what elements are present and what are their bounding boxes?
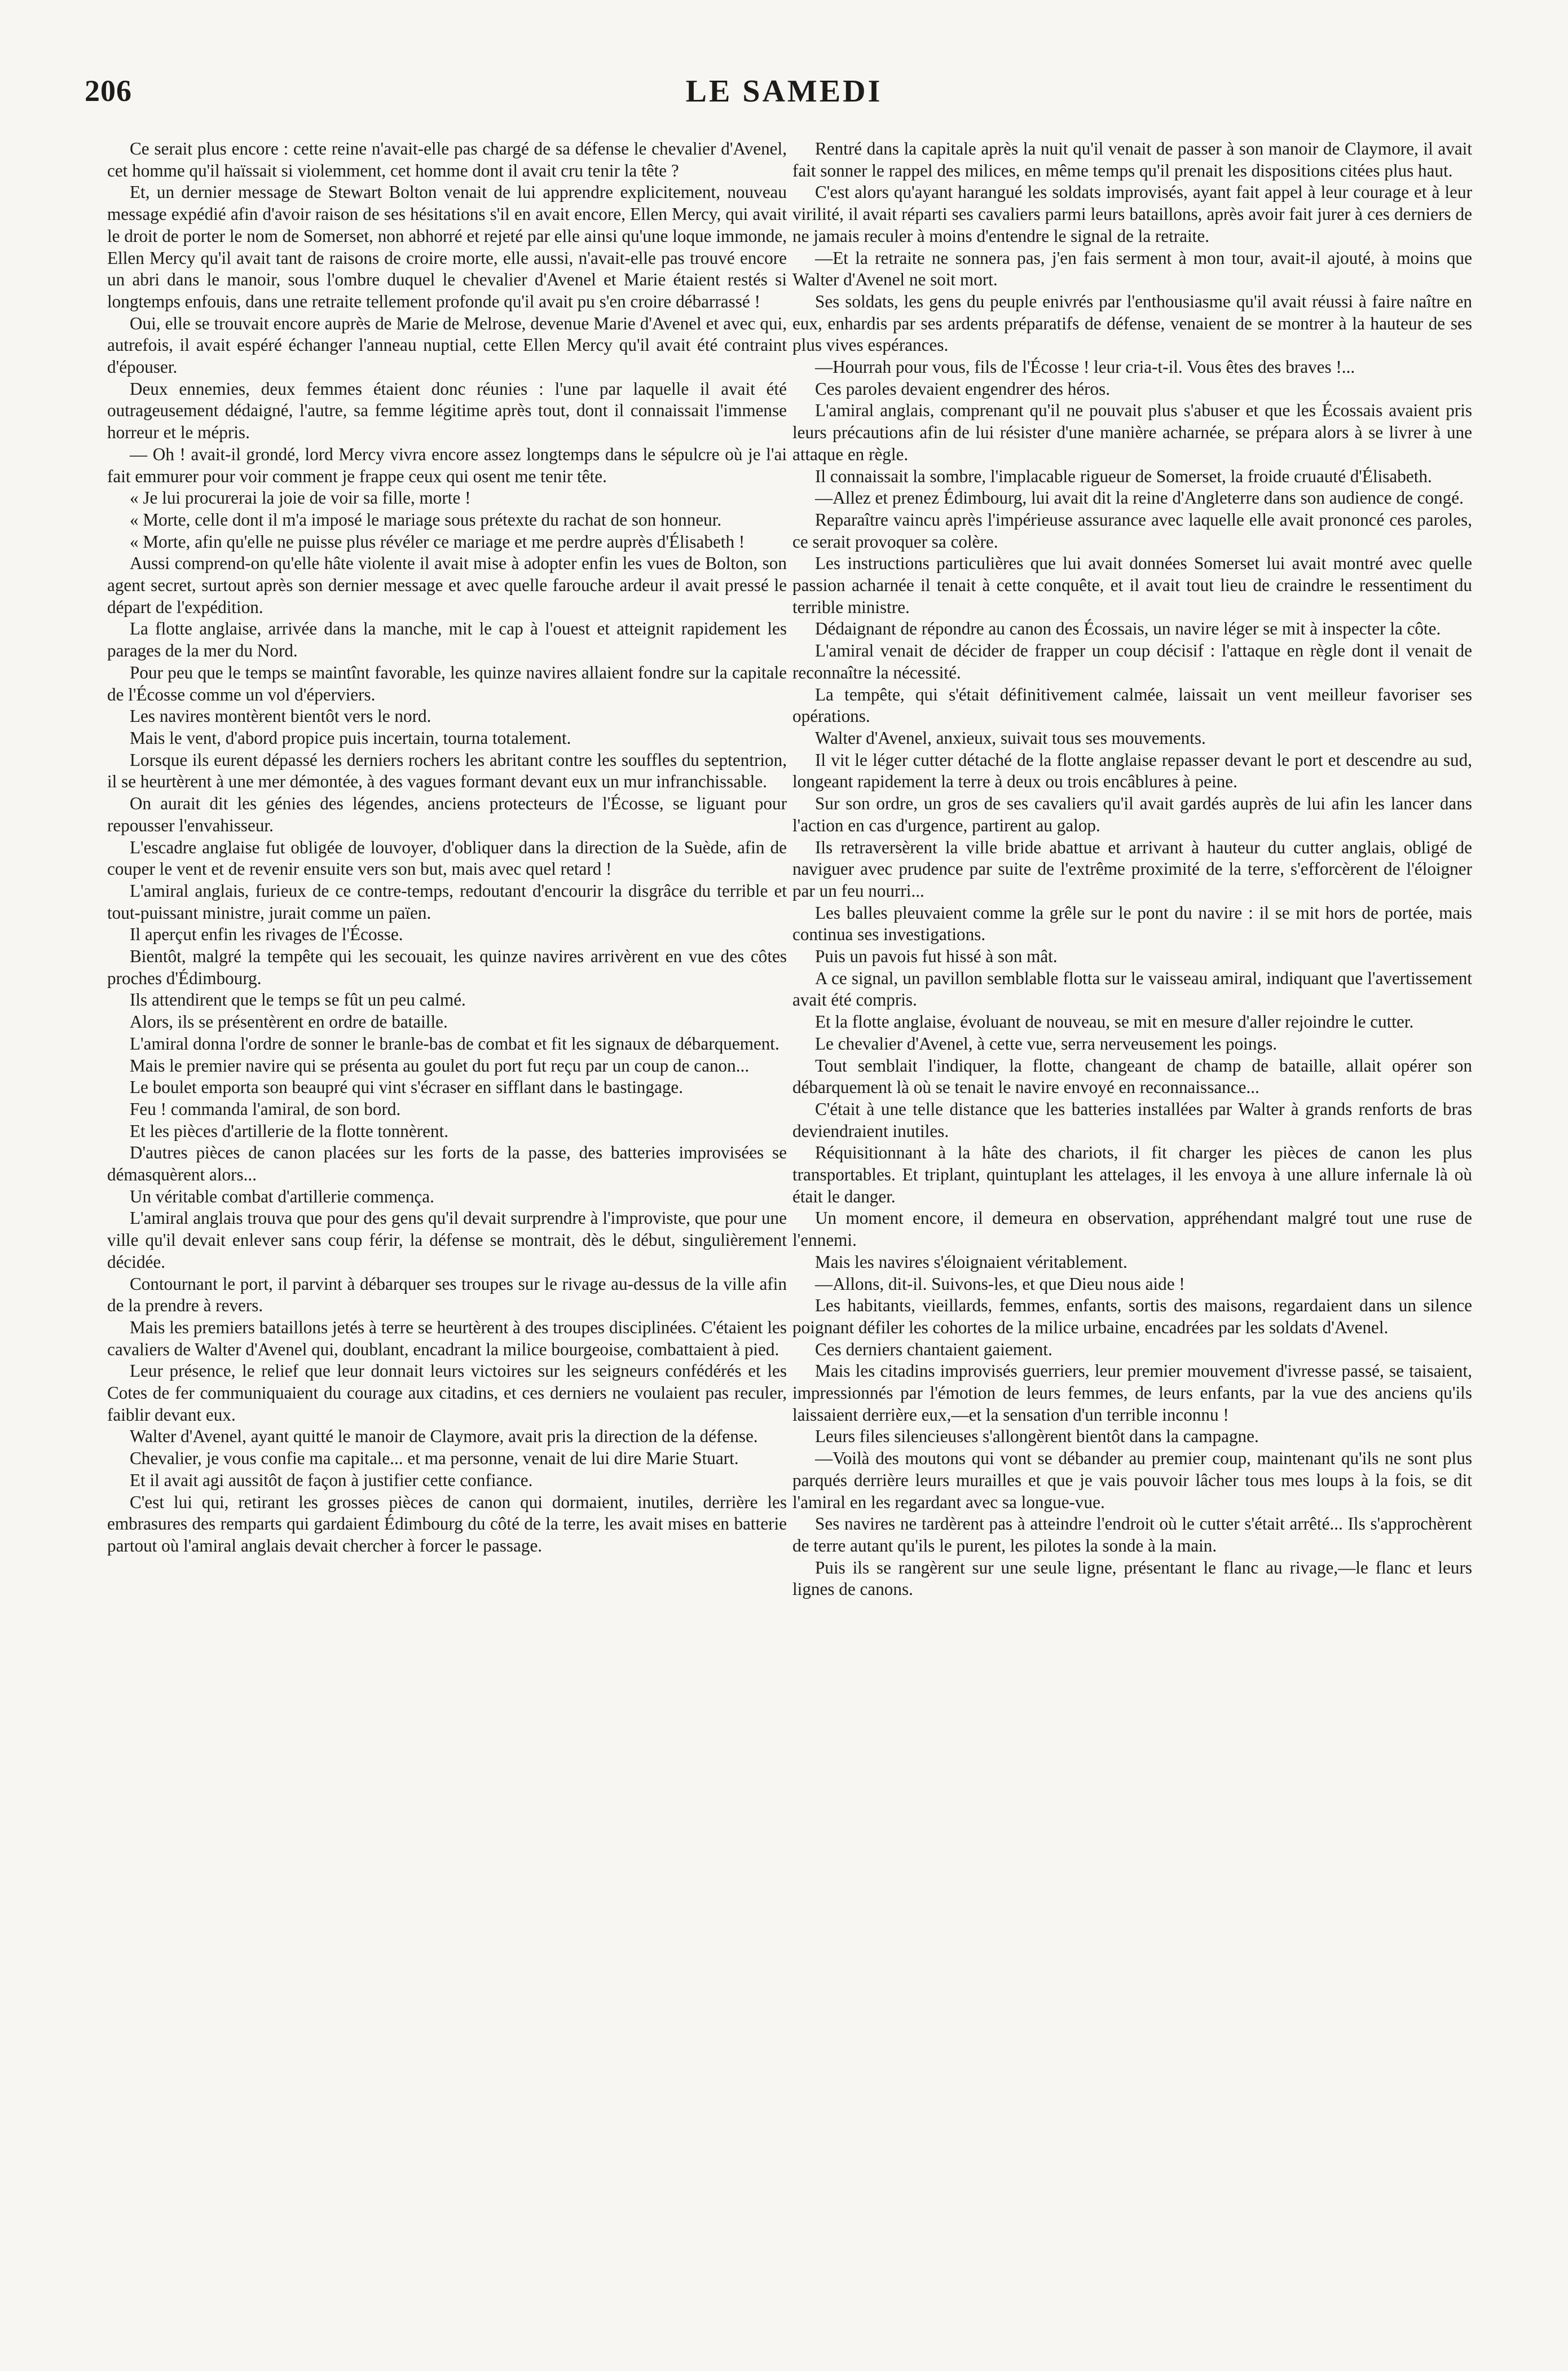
paragraph: Feu ! commanda l'amiral, de son bord. [130,1099,401,1119]
paragraph: Bientôt, malgré la tempête qui les secouait, les quinze navires arrivèrent en vue des côtes proches d'Édimbourg. [107,946,787,988]
paragraph: Il vit le léger cutter détaché de la flotte anglaise repasser devant le port et descendre au sud, longeant rapidement la terre à deux ou trois encâblures à peine. [792,750,1472,792]
paragraph: Un véritable combat d'artillerie commença. [130,1186,434,1206]
paragraph: Ses navires ne tardèrent pas à atteindre l'endroit où le cutter s'était arrêté... Ils s'approchèrent de terre autant qu'ils le purent, les pilotes la sonde à la main. [792,1514,1472,1555]
paragraph: Les balles pleuvaient comme la grêle sur le pont du navire : il se mit hors de portée, mais continua ses investigations. [792,902,1472,945]
page-number: 206 [85,74,132,108]
paragraph: Ses soldats, les gens du peuple enivrés par l'enthousiasme qu'il avait réussi à faire naître en eux, enhardis par ses ardents préparatifs de défense, venaient de se montrer à la hauteur de ses plus vives espérances. [792,291,1472,355]
paragraph: Ce serait plus encore : cette reine n'avait-elle pas chargé de sa défense le chevalier d'Avenel, cet homme qu'il haïssait si violemment, cet homme dont il avait cru tenir la tête ? [107,139,787,180]
paragraph: Walter d'Avenel, ayant quitté le manoir de Claymore, avait pris la direction de la défense. [130,1426,758,1447]
paragraph: Aussi comprend-on qu'elle hâte violente il avait mise à adopter enfin les vues de Bolton, son agent secret, surtout après son dernier message et avec quelle farouche ardeur il avait pressé le départ de l'expédition. [107,553,787,617]
paragraph: —Allons, dit-il. Suivons-les, et que Dieu nous aide ! [815,1273,1185,1294]
paragraph: C'est lui qui, retirant les grosses pièces de canon qui dormaient, inutiles, derrière les embrasures des remparts qui gardaient Édimbourg du côté de la terre, les avait mises en batterie partout où l'amiral anglais devait chercher à forcer le passage. [107,1492,787,1555]
paragraph: On aurait dit les génies des légendes, anciens protecteurs de l'Écosse, se liguant pour repousser l'envahisseur. [107,794,787,835]
right-column [792,138,1472,2259]
paragraph: Les navires montèrent bientôt vers le nord. [130,706,431,726]
paragraph: —Voilà des moutons qui vont se débander au premier coup, maintenant qu'ils ne sont plus parqués derrière leurs murailles et que je vais pouvoir lâcher tous mes loups à la fois, se dit l'amiral en les regardant avec sa longue-vue. [792,1448,1472,1512]
paragraph: Lorsque ils eurent dépassé les derniers rochers les abritant contre les souffles du septentrion, il se heurtèrent à une mer démontée, à des vagues formant devant eux un mur infranchissable. [107,750,787,792]
paragraph: Reparaître vaincu après l'impérieuse assurance avec laquelle elle avait prononcé ces paroles, ce serait provoquer sa colère. [792,509,1472,552]
paragraph: Ils attendirent que le temps se fût un peu calmé. [130,990,466,1010]
paragraph: Et il avait agi aussitôt de façon à justifier cette confiance. [130,1470,533,1490]
paragraph: A ce signal, un pavillon semblable flotta sur le vaisseau amiral, indiquant que l'avertissement avait été compris. [792,968,1472,1010]
paragraph: Pour peu que le temps se maintînt favorable, les quinze navires allaient fondre sur la capitale de l'Écosse comme un vol d'éperviers. [107,662,787,704]
paragraph: Réquisitionnant à la hâte des chariots, il fit charger les pièces de canon les plus transportables. Et triplant, quintuplant les attelages, il les envoya à une allure infernale là où était le danger. [792,1143,1472,1206]
paragraph: La tempête, qui s'était définitivement calmée, laissait un vent meilleur favoriser ses opérations. [792,684,1472,726]
paragraph: Mais les navires s'éloignaient véritablement. [815,1251,1127,1272]
paragraph: Les habitants, vieillards, femmes, enfants, sortis des maisons, regardaient dans un silence poignant défiler les cohortes de la milice urbaine, encadrées par les soldats d'Avenel. [792,1295,1472,1337]
paragraph: Puis un pavois fut hissé à son mât. [815,946,1058,967]
paragraph: C'est alors qu'ayant harangué les soldats improvisés, ayant fait appel à leur courage et à leur virilité, il avait réparti ses cavaliers parmi leurs bataillons, après avoir fait jurer à ces derniers de ne jamais reculer à moins d'entendre le signal de la retraite. [792,182,1472,246]
paragraph: L'escadre anglaise fut obligée de louvoyer, d'obliquer dans la direction de la Suède, afin de couper le vent et de revenir ensuite vers son but, mais avec quel retard ! [107,837,787,879]
paragraph: Deux ennemies, deux femmes étaient donc réunies : l'une par laquelle il avait été outrageusement dédaigné, l'autre, sa femme légitime après tout, dont il connaissait l'immense horreur et le mépris. [107,378,787,443]
paragraph: Mais le vent, d'abord propice puis incertain, tourna totalement. [130,728,571,748]
paragraph: Il aperçut enfin les rivages de l'Écosse. [130,924,403,945]
paragraph: L'amiral anglais, comprenant qu'il ne pouvait plus s'abuser et que les Écossais avaient pris leurs précautions afin de lui résister d'une manière acharnée, se prépara alors à se livrer à une attaque en règle. [792,400,1472,464]
paragraph: « Je lui procurerai la joie de voir sa fille, morte ! [130,488,471,508]
paragraph: Mais les premiers bataillons jetés à terre se heurtèrent à des troupes disciplinées. C'étaient les cavaliers de Walter d'Avenel qui, doublant, encadrant la milice bourgeoise, combattaient à pied. [107,1317,787,1359]
paragraph: Dédaignant de répondre au canon des Écossais, un navire léger se mit à inspecter la côte. [815,619,1441,639]
paragraph: Sur son ordre, un gros de ses cavaliers qu'il avait gardés auprès de lui afin les lancer dans l'action en cas d'urgence, partirent au galop. [792,794,1472,835]
paragraph: Et, un dernier message de Stewart Bolton venait de lui apprendre explicitement, nouveau message expédié afin d'avoir raison de ses hésitations s'il en avait encore, Ellen Mercy, qui avait le droit de porter le nom de Somerset, non abhorré et rejeté par elle ainsi qu'une loque immonde, Ellen Mercy qu'il avait tant de raisons de croire morte, elle aussi, n'avait-elle pas trouvé encore un abri dans le manoir, sous l'ombre duquel le chevalier d'Avenel et Marie étaient restés si longtemps enfouis, dans une retraite tellement profonde qu'il avait pu s'en croire débarrassé ! [107,182,787,311]
paragraph: —Et la retraite ne sonnera pas, j'en fais serment à mon tour, avait-il ajouté, à moins que Walter d'Avenel ne soit mort. [792,248,1472,290]
paragraph: Ces paroles devaient engendrer des héros. [815,378,1111,399]
paragraph: L'amiral anglais trouva que pour des gens qu'il devait surprendre à l'improviste, que pour une ville qu'il devait enlever sans coup férir, la défense se montrait, dès le début, singulièrement décidée. [107,1208,787,1272]
paragraph: Mais les citadins improvisés guerriers, leur premier mouvement d'ivresse passé, se taisaient, impressionnés par l'émotion de leurs femmes, de leurs enfants, par la vue des anciens qu'ils laissaient derrière eux,—et la sensation d'un terrible inconnu ! [792,1361,1472,1425]
paragraph: Contournant le port, il parvint à débarquer ses troupes sur le rivage au-dessus de la ville afin de la prendre à revers. [107,1273,787,1316]
paragraph: La flotte anglaise, arrivée dans la manche, mit le cap à l'ouest et atteignit rapidement les parages de la mer du Nord. [107,619,787,661]
left-column [107,138,787,2259]
paragraph: Et les pièces d'artillerie de la flotte tonnèrent. [130,1121,449,1141]
paragraph: Mais le premier navire qui se présenta au goulet du port fut reçu par un coup de canon... [130,1055,750,1076]
page-header [85,73,1483,124]
paragraph: L'amiral anglais, furieux de ce contre-temps, redoutant d'encourir la disgrâce du terrible et tout-puissant ministre, jurait comme un païen. [107,880,787,923]
paragraph: Rentré dans la capitale après la nuit qu'il venait de passer à son manoir de Claymore, il avait fait sonner le rappel des milices, en même temps qu'il prenait les dispositions citées plus haut. [792,139,1472,180]
paragraph: C'était à une telle distance que les batteries installées par Walter à grands renforts de bras deviendraient inutiles. [792,1099,1472,1141]
paragraph: — Oh ! avait-il grondé, lord Mercy vivra encore assez longtemps dans le sépulcre où je l'ai fait emmurer pour voir comment je frappe ceux qui osent me tenir tête. [107,444,787,486]
paragraph: Le chevalier d'Avenel, à cette vue, serra nerveusement les poings. [815,1033,1278,1054]
paragraph: « Morte, afin qu'elle ne puisse plus révéler ce mariage et me perdre auprès d'Élisabeth ! [130,531,745,552]
paragraph: Chevalier, je vous confie ma capitale... et ma personne, venait de lui dire Marie Stuart. [130,1448,739,1469]
paragraph: Tout semblait l'indiquer, la flotte, changeant de champ de bataille, allait opérer son débarquement là où se tenait le navire envoyé en reconnaissance... [792,1055,1472,1098]
paragraph: Et la flotte anglaise, évoluant de nouveau, se mit en mesure d'aller rejoindre le cutter. [815,1012,1414,1032]
paragraph: « Morte, celle dont il m'a imposé le mariage sous prétexte du rachat de son honneur. [130,509,722,530]
paragraph: Oui, elle se trouvait encore auprès de Marie de Melrose, devenue Marie d'Avenel et avec qui, autrefois, il avait espéré échanger l'anneau nuptial, cette Ellen Mercy qu'il avait été contraint d'épouser. [107,313,787,377]
paragraph: L'amiral donna l'ordre de sonner le branle-bas de combat et fit les signaux de débarquement. [130,1033,779,1054]
paragraph: Alors, ils se présentèrent en ordre de bataille. [130,1012,448,1032]
paragraph: Il connaissait la sombre, l'implacable rigueur de Somerset, la froide cruauté d'Élisabeth. [815,466,1432,486]
paragraph: D'autres pièces de canon placées sur les forts de la passe, des batteries improvisées se démasquèrent alors... [107,1143,787,1185]
paragraph: Leurs files silencieuses s'allongèrent bientôt dans la campagne. [815,1426,1259,1447]
paragraph: Le boulet emporta son beaupré qui vint s'écraser en sifflant dans le bastingage. [130,1077,684,1098]
paragraph: L'amiral venait de décider de frapper un coup décisif : l'attaque en règle dont il venait de reconnaître la nécessité. [792,641,1472,682]
paragraph: —Hourrah pour vous, fils de l'Écosse ! leur cria-t-il. Vous êtes des braves !... [815,357,1355,377]
paragraph: Walter d'Avenel, anxieux, suivait tous ses mouvements. [815,728,1206,748]
paragraph: Ils retraversèrent la ville bride abattue et arrivant à hauteur du cutter anglais, obligé de naviguer avec prudence par suite de l'extrême proximité de la terre, s'efforcèrent de l'éloigner par un feu nourri... [792,837,1472,901]
paragraph: Un moment encore, il demeura en observation, appréhendant malgré tout une ruse de l'ennemi. [792,1208,1472,1250]
paragraph: Les instructions particulières que lui avait données Somerset lui avait montré avec quelle passion acharnée il tenait à cette conquête, et il avait tout lieu de craindre le ressentiment du terrible ministre. [792,553,1472,617]
paragraph: Leur présence, le relief que leur donnait leurs victoires sur les seigneurs confédérés et les Cotes de fer communiquaient du courage aux citadins, et ces derniers ne voulaient pas reculer, faiblir devant eux. [107,1361,787,1425]
running-title: LE SAMEDI [685,74,883,109]
paragraph: Ces derniers chantaient gaiement. [815,1339,1052,1359]
paragraph: —Allez et prenez Édimbourg, lui avait dit la reine d'Angleterre dans son audience de congé. [815,488,1464,508]
paragraph: Puis ils se rangèrent sur une seule ligne, présentant le flanc au rivage,—le flanc et leurs lignes de canons. [792,1557,1472,1599]
